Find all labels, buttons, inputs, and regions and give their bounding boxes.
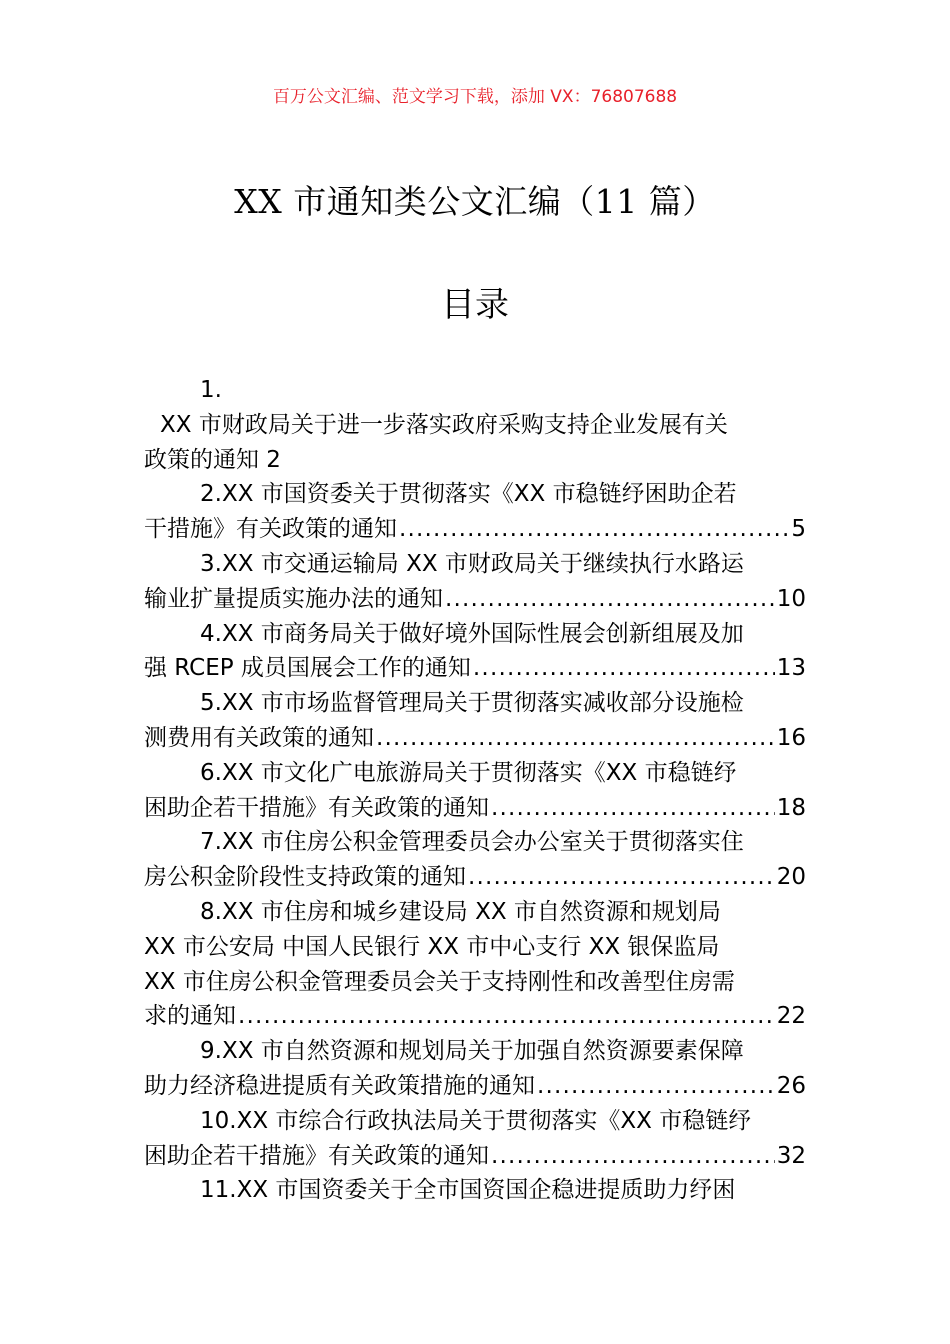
toc-entry-7-page: 20 (776, 864, 806, 891)
toc-entry-3-line2[interactable] (144, 582, 806, 617)
dot-leader (473, 651, 775, 686)
toc-entry-7-line2[interactable] (144, 860, 806, 895)
document-title: XX 市通知类公文汇编（11 篇） (234, 182, 716, 221)
toc-entry-9-text: 助力经济稳进提质有关政策措施的通知 (144, 1072, 535, 1099)
toc-entry-3-line1[interactable]: 3.XX 市交通运输局 XX 市财政局关于继续执行水路运 (200, 550, 744, 577)
toc-entry-1-line1[interactable]: XX 市财政局关于进一步落实政府采购支持企业发展有关 (160, 411, 728, 438)
toc-entry-5-line2[interactable] (144, 721, 806, 756)
toc-entry-6-line2[interactable] (144, 791, 806, 826)
toc-entry-9-line1[interactable]: 9.XX 市自然资源和规划局关于加强自然资源要素保障 (200, 1038, 744, 1065)
header-note: 百万公文汇编、范文学习下载，添加 VX：76807688 (272, 87, 678, 107)
toc-entry-8-line3[interactable]: XX 市住房公积金管理委员会关于支持刚性和改善型住房需 (144, 968, 735, 995)
toc-entry-7-text: 房公积金阶段性支持政策的通知 (144, 864, 466, 891)
toc-entry-3-page: 10 (776, 585, 806, 612)
dot-leader (537, 1069, 775, 1104)
toc-entry-6-page: 18 (776, 794, 806, 821)
toc-entry-4-line1[interactable]: 4.XX 市商务局关于做好境外国际性展会创新组展及加 (200, 620, 744, 647)
toc-entry-6-text: 困助企若干措施》有关政策的通知 (144, 794, 489, 821)
toc-entry-2-line1[interactable]: 2.XX 市国资委关于贯彻落实《XX 市稳链纾困助企若 (200, 481, 737, 508)
toc-entry-2-text: 干措施》有关政策的通知 (144, 516, 397, 543)
toc-entry-8-page: 22 (776, 1003, 806, 1030)
toc-entry-5-line1[interactable]: 5.XX 市市场监督管理局关于贯彻落实减收部分设施检 (200, 690, 744, 717)
toc-entry-5-page: 16 (776, 724, 806, 751)
toc-entry-10-page: 32 (776, 1142, 806, 1169)
dot-leader (238, 999, 775, 1034)
dot-leader (376, 721, 775, 756)
toc-entry-6-line1[interactable]: 6.XX 市文化广电旅游局关于贯彻落实《XX 市稳链纾 (200, 759, 737, 786)
toc-entry-8-line1[interactable]: 8.XX 市住房和城乡建设局 XX 市自然资源和规划局 (200, 898, 721, 925)
toc-entry-5-text: 测费用有关政策的通知 (144, 724, 374, 751)
toc-entry-4-text: 强 RCEP 成员国展会工作的通知 (144, 655, 471, 682)
toc-heading: 目录 (441, 285, 509, 325)
toc-entry-1-number[interactable]: 1. (200, 377, 222, 403)
toc-entry-8-line2[interactable]: XX 市公安局 中国人民银行 XX 市中心支行 XX 银保监局 (144, 933, 720, 960)
table-of-contents (144, 373, 806, 1208)
toc-entry-4-line2[interactable] (144, 651, 806, 686)
dot-leader (399, 512, 789, 547)
toc-entry-10-line2[interactable] (144, 1139, 806, 1174)
toc-entry-1-line2[interactable]: 政策的通知 2 (144, 446, 281, 473)
dot-leader (445, 582, 775, 617)
toc-entry-9-page: 26 (776, 1072, 806, 1099)
dot-leader (491, 1139, 775, 1174)
toc-entry-9-line2[interactable] (144, 1069, 806, 1104)
toc-entry-2-page: 5 (791, 516, 806, 543)
toc-entry-11-line1[interactable]: 11.XX 市国资委关于全市国资国企稳进提质助力纾困 (200, 1177, 736, 1204)
toc-entry-3-text: 输业扩量提质实施办法的通知 (144, 585, 443, 612)
toc-entry-10-text: 困助企若干措施》有关政策的通知 (144, 1142, 489, 1169)
dot-leader (468, 860, 775, 895)
toc-entry-8-line4[interactable] (144, 999, 806, 1034)
toc-entry-10-line1[interactable]: 10.XX 市综合行政执法局关于贯彻落实《XX 市稳链纾 (200, 1107, 752, 1134)
dot-leader (491, 791, 775, 826)
toc-entry-8-text: 求的通知 (144, 1003, 236, 1030)
toc-entry-4-page: 13 (776, 655, 806, 682)
toc-entry-7-line1[interactable]: 7.XX 市住房公积金管理委员会办公室关于贯彻落实住 (200, 829, 744, 856)
toc-entry-2-line2[interactable] (144, 512, 806, 547)
